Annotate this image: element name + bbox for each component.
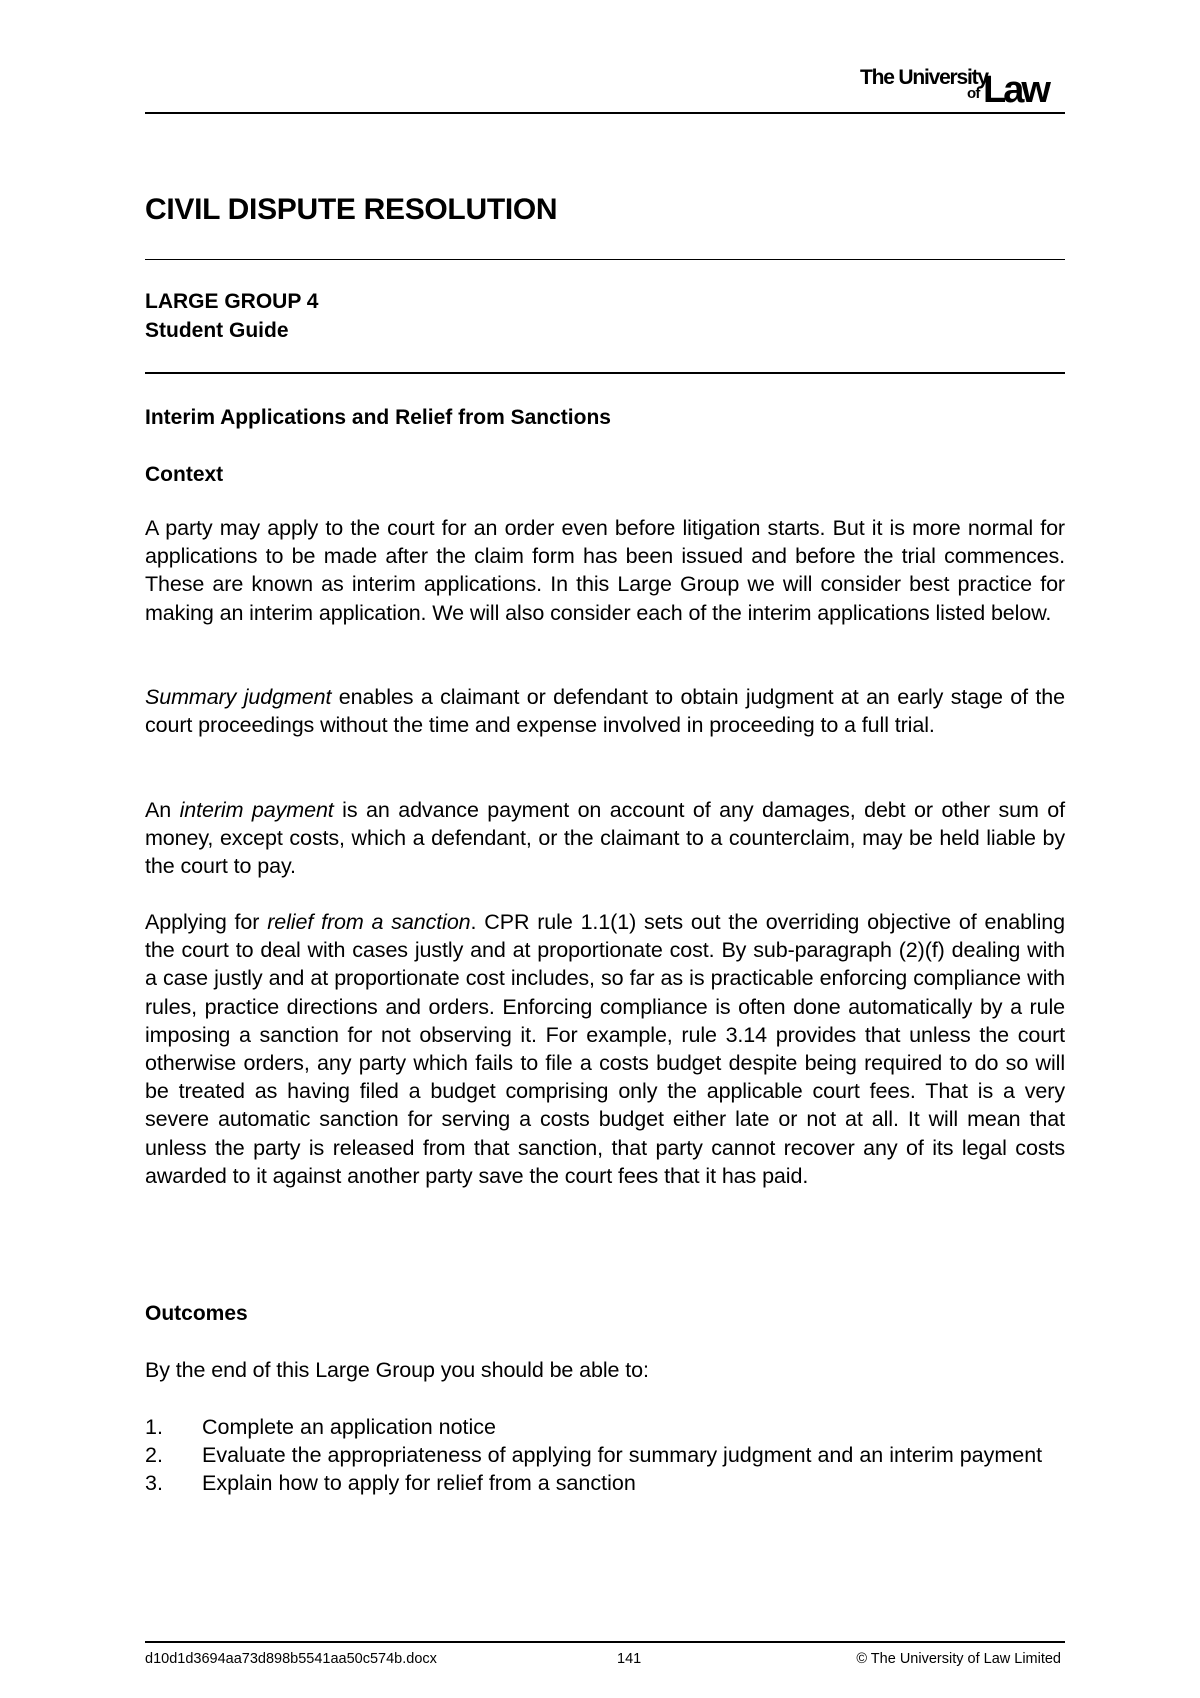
summary-judgment-text: enables a claimant or defendant to obtain judgment at an early stage of the court proceedings without the time and expense involved in proceeding to a full trial. [145,685,1065,738]
interim-payment-text: is an advance payment on account of any damages, debt or other sum of money, except costs, which a defendant, or the claimant to a counterclaim, may be held liable by the court to pay. [145,798,1065,879]
subtitle-large-group: LARGE GROUP 4 [145,290,319,313]
relief-term: relief from a sanction [267,910,471,934]
interim-payment-lead: An [145,798,180,822]
subtitle-student-guide: Student Guide [145,319,289,342]
relief-text: . CPR rule 1.1(1) sets out the overriding objective of enabling the court to deal with cases justly and at proportionate cost. By sub-paragraph (2)(f) dealing with a case justly and at proportionate cost includes, so far as is practicable enforcing compliance with rules, practice directions and orders. Enforcing compliance is often done automatically by a rule imposing a sanction for not observing it. For example, rule 3.14 provides that unless the court otherwise orders, any party which fails to file a costs budget despite being required to do so will be treated as having filed a budget comprising only the applicable court fees. That is a very severe automatic sanction for serving a costs budget either late or not at all. It will mean that unless the party is released from that sanction, that party cannot recover any of its legal costs awarded to it against another party save the court fees that it has paid. [145,910,1065,1188]
outcome-text: Evaluate the appropriateness of applying for summary judgment and an interim payment [202,1443,1043,1468]
outcome-number: 2. [145,1443,163,1468]
outcome-item [145,1413,1065,1441]
outcome-number: 1. [145,1415,163,1439]
interim-payment-term: interim payment [179,798,334,822]
title-rule [145,259,1065,260]
outcome-item [145,1469,1065,1497]
document-page [145,0,1065,1698]
context-paragraph-1: A party may apply to the court for an order even before litigation starts. But it is more normal for applications to be made after the claim form has been issued and before the trial commences. These are known as interim applications. In this Large Group we will consider best practice for making an interim application. We will also consider each of the interim applications listed below. [145,516,1065,625]
subtitle-rule [145,372,1065,374]
outcomes-list [145,1413,1065,1498]
section-title: Interim Applications and Relief from Sanctions [145,406,611,429]
interim-payment-paragraph [145,796,1065,881]
logo-line-1: The University [860,66,988,89]
footer-rule [145,1641,1065,1643]
footer-page-number: 141 [617,1651,642,1667]
outcomes-intro: By the end of this Large Group you should be able to: [145,1358,649,1382]
footer-filename: d10d1d3694aa73d898b5541aa50c574b.docx [145,1651,437,1667]
document-title: CIVIL DISPUTE RESOLUTION [145,193,558,226]
logo-line-3: Law [983,69,1048,111]
summary-judgment-paragraph [145,683,1065,739]
outcome-text: Complete an application notice [202,1415,497,1439]
outcome-text: Explain how to apply for relief from a sanction [202,1471,636,1496]
footer-copyright: © The University of Law Limited [856,1651,1061,1667]
outcomes-heading: Outcomes [145,1302,248,1325]
university-of-law-logo [860,63,1067,111]
summary-judgment-term: Summary judgment [145,685,332,709]
relief-lead: Applying for [145,910,268,934]
outcome-number: 3. [145,1471,163,1496]
header-rule [145,112,1065,114]
outcome-item [145,1441,1065,1469]
context-heading: Context [145,463,224,486]
relief-from-sanction-paragraph [145,908,1065,1190]
logo-line-2: of [967,85,980,102]
